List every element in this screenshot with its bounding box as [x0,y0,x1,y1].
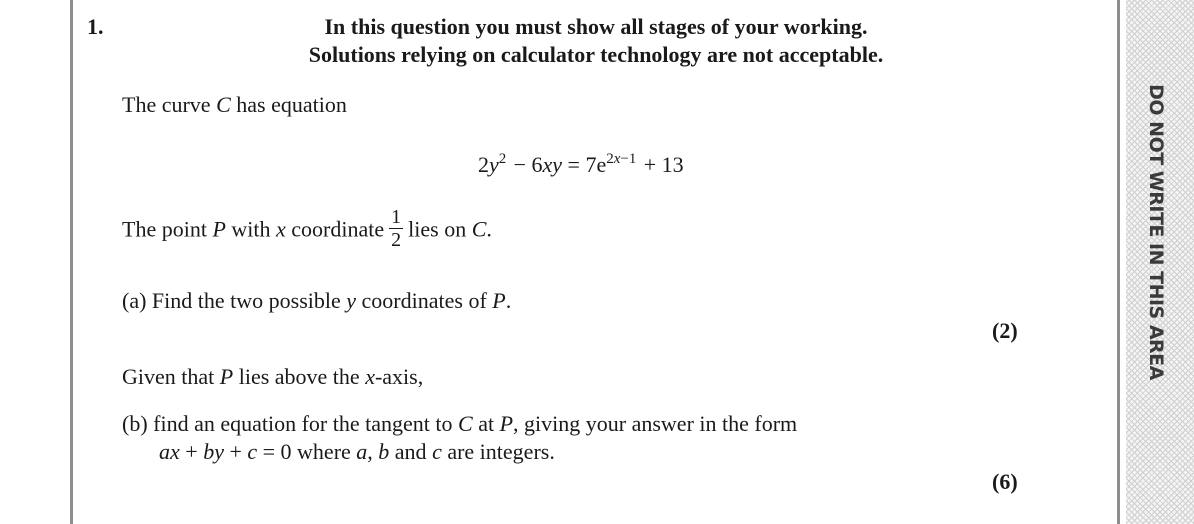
fraction-one-half: $\frac{1}{2}$ [391,206,402,251]
right-margin-rule [1117,0,1120,524]
instruction-line-2: Solutions relying on calculator technology are not acceptable. [308,42,884,67]
part-b-line-1: (b) find an equation for the tangent to C at P, giving your answer in the form [122,411,798,436]
part-b-marks: (6) [992,469,1018,494]
part-a-marks: (2) [992,318,1018,343]
given-condition: Given that P lies above the x-axis, [122,364,424,389]
point-statement: The point P with x coordinate $\frac{1}{2}$ lies on C. [122,206,492,251]
curve-intro: The curve C has equation [122,92,347,117]
left-margin-rule [70,0,73,524]
curve-equation: $2y^2$ − $6xy = 7e^{2x-1}$ + 13 [478,151,684,177]
part-b-line-2: ax + by + c = 0 where a, b and c are integers. [159,439,555,464]
part-a: (a) Find the two possible y coordinates of P. [122,288,512,313]
instruction-line-1: In this question you must show all stages of your working. [324,14,868,39]
question-number: 1. [87,14,104,39]
margin-warning: DO NOT WRITE IN THIS AREA [1145,84,1167,380]
